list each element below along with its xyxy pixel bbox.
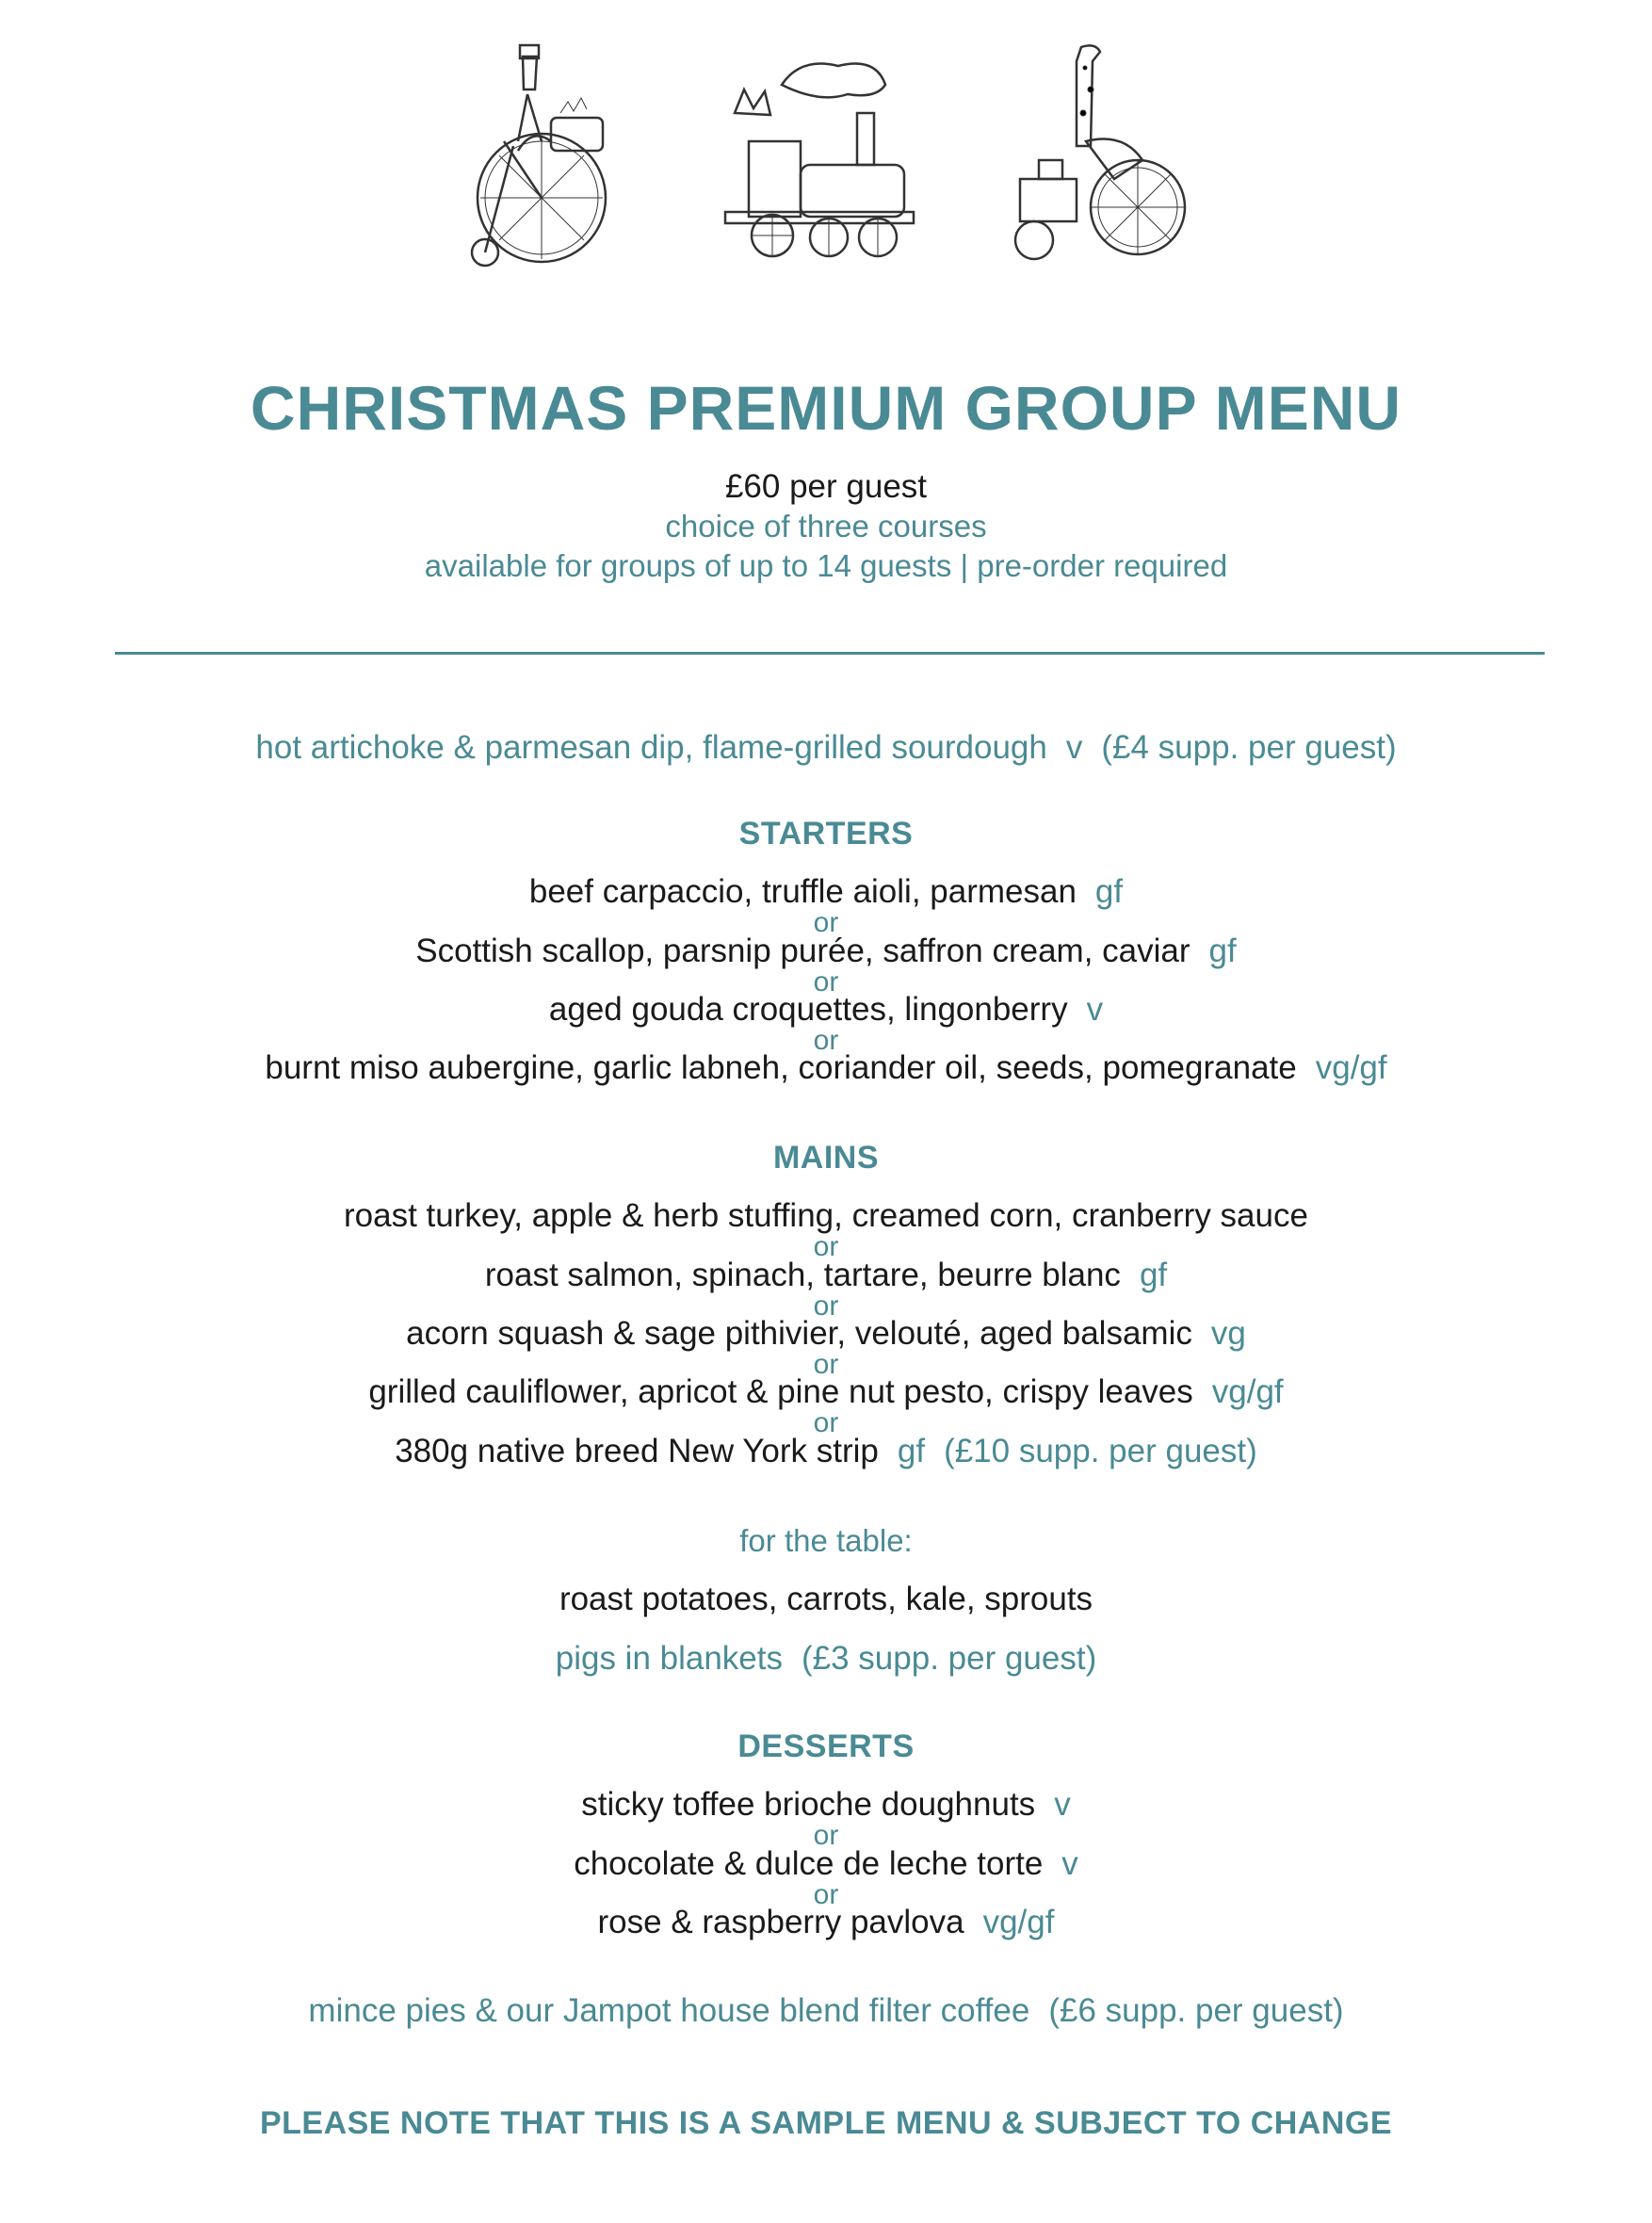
- dish-name: rose & raspberry pavlova: [597, 1904, 964, 1940]
- menu-item: [0, 873, 1652, 911]
- dish-name: chocolate & dulce de leche torte: [574, 1845, 1044, 1882]
- or-separator: or: [813, 907, 839, 938]
- dish-name: 380g native breed New York strip: [395, 1433, 879, 1469]
- dietary-tag: gf: [1139, 1257, 1168, 1293]
- or-separator: or: [813, 1820, 839, 1851]
- or-separator: or: [813, 1231, 839, 1262]
- dish-name: sticky toffee brioche doughnuts: [581, 1786, 1036, 1823]
- or-separator: or: [813, 1879, 839, 1910]
- for-table-label: for the table:: [739, 1523, 913, 1558]
- dietary-tag: gf: [1094, 873, 1124, 910]
- menu-item: [0, 1904, 1652, 1941]
- dish-name: grilled cauliflower, apricot & pine nut pesto, crispy leaves: [368, 1373, 1193, 1410]
- menu-item: [0, 1315, 1652, 1353]
- menu-item: [0, 991, 1652, 1029]
- price-per-guest: £60 per guest: [724, 468, 928, 505]
- menu-item: [0, 1786, 1652, 1824]
- or-separator: or: [813, 1349, 839, 1380]
- premium-starter: [0, 729, 1652, 767]
- menu-item: [0, 1197, 1652, 1235]
- menu-item: [0, 933, 1652, 970]
- dish-name: roast turkey, apple & herb stuffing, creamed corn, cranberry sauce: [344, 1197, 1308, 1234]
- dish-name: beef carpaccio, truffle aioli, parmesan: [528, 873, 1077, 910]
- supplement-note: (£6 supp. per guest): [1048, 1992, 1344, 2029]
- or-separator: or: [813, 1407, 839, 1438]
- page-title: CHRISTMAS PREMIUM GROUP MENU: [250, 373, 1402, 443]
- table-extra: [0, 1640, 1652, 1678]
- supplement-note: (£10 supp. per guest): [944, 1433, 1257, 1469]
- menu-item: [0, 1845, 1652, 1883]
- coffee-extra: [0, 1992, 1652, 2030]
- or-separator: or: [813, 1025, 839, 1056]
- dietary-tag: gf: [1208, 933, 1237, 969]
- premium-starter-name: hot artichoke & parmesan dip, flame-grilled sourdough: [255, 729, 1047, 766]
- mains-heading: MAINS: [772, 1140, 880, 1176]
- extra-name: mince pies & our Jampot house blend filter coffee: [308, 1992, 1030, 2029]
- supplement-note: (£3 supp. per guest): [802, 1640, 1097, 1677]
- dietary-tag: vg/gf: [1315, 1049, 1387, 1086]
- or-separator: or: [813, 966, 839, 998]
- sample-menu-notice: PLEASE NOTE THAT THIS IS A SAMPLE MENU & SUBJECT TO CHANGE: [259, 2105, 1393, 2141]
- dietary-tag: vg/gf: [1211, 1373, 1284, 1410]
- dietary-tag: v: [1086, 991, 1104, 1028]
- menu-item: [0, 1257, 1652, 1294]
- dietary-tag: gf: [897, 1433, 926, 1469]
- starters-heading: STARTERS: [738, 816, 914, 852]
- dish-name: burnt miso aubergine, garlic labneh, coriander oil, seeds, pomegranate: [265, 1049, 1297, 1086]
- desserts-heading: DESSERTS: [737, 1728, 915, 1764]
- divider: [115, 652, 1545, 655]
- giraffe-tractor-illustration: [1006, 38, 1204, 268]
- or-separator: or: [813, 1290, 839, 1322]
- fox-steam-train-illustration: [716, 57, 928, 264]
- menu-item: [0, 1373, 1652, 1411]
- dietary-tag: v: [1054, 1786, 1071, 1823]
- premium-starter-note: (£4 supp. per guest): [1101, 729, 1397, 766]
- table-sides: roast potatoes, carrots, kale, sprouts: [559, 1581, 1093, 1617]
- courses-subtitle: choice of three courses: [665, 509, 987, 544]
- dish-name: acorn squash & sage pithivier, velouté, aged balsamic: [406, 1315, 1192, 1352]
- extra-name: pigs in blankets: [555, 1640, 783, 1677]
- menu-item: [0, 1433, 1652, 1470]
- dietary-tag: vg/gf: [982, 1904, 1055, 1940]
- premium-starter-tag: v: [1065, 729, 1083, 766]
- availability-note: available for groups of up to 14 guests | pre-order required: [424, 548, 1228, 583]
- dish-name: aged gouda croquettes, lingonberry: [548, 991, 1068, 1028]
- dietary-tag: v: [1061, 1845, 1078, 1882]
- zebra-penny-farthing-illustration: [462, 38, 640, 268]
- dish-name: roast salmon, spinach, tartare, beurre blanc: [484, 1257, 1121, 1293]
- dish-name: Scottish scallop, parsnip purée, saffron cream, caviar: [415, 933, 1190, 969]
- dietary-tag: vg: [1210, 1315, 1246, 1352]
- menu-item: [0, 1049, 1652, 1087]
